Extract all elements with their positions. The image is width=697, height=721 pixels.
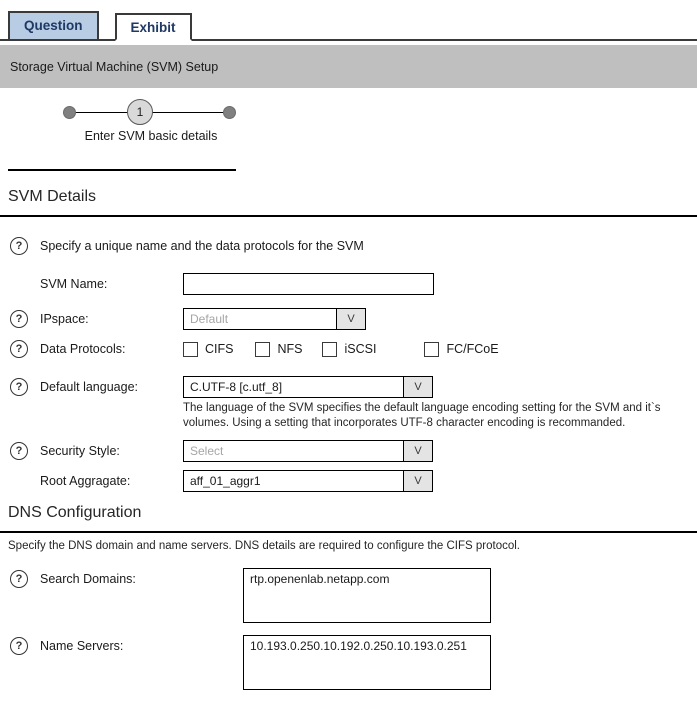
nfs-label: NFS	[277, 342, 303, 356]
search-domains-input[interactable]	[243, 568, 491, 623]
stepper-end-dot-icon	[223, 106, 236, 119]
help-icon[interactable]: ?	[10, 237, 28, 255]
cifs-label: CIFS	[205, 342, 234, 356]
dns-intro-text: Specify the DNS domain and name servers. DNS details are required to configure the CIFS protocol.	[8, 540, 520, 552]
fcfcoe-option	[424, 342, 498, 357]
language-help-text: The language of the SVM specifies the default language encoding setting for the SVM and it`s volumes. Using a setting that incorporates UTF-8 character encoding is recommanded.	[183, 402, 661, 429]
name-servers-label: Name Servers:	[40, 639, 124, 653]
fcfcoe-label: FC/FCoE	[446, 342, 499, 356]
tab-bar	[0, 0, 697, 41]
cifs-checkbox[interactable]	[183, 342, 198, 357]
stepper-start-dot-icon	[63, 106, 76, 119]
help-icon[interactable]: ?	[10, 442, 28, 460]
data-protocols-group	[183, 342, 499, 357]
nfs-option	[255, 342, 302, 357]
help-icon[interactable]: ?	[10, 378, 28, 396]
name-servers-row	[0, 635, 697, 690]
wizard-title-bar	[0, 45, 697, 88]
root-aggregate-value: aff_01_aggr1	[190, 474, 261, 488]
help-icon[interactable]: ?	[10, 637, 28, 655]
fcfcoe-checkbox[interactable]	[424, 342, 439, 357]
default-language-row	[0, 376, 697, 398]
cifs-option	[183, 342, 233, 357]
security-style-label: Security Style:	[40, 444, 120, 458]
svm-details-title: SVM Details	[8, 188, 97, 205]
security-style-dropdown[interactable]	[183, 440, 433, 462]
dns-configuration-divider	[0, 531, 697, 533]
ipspace-row	[0, 308, 697, 330]
nfs-checkbox[interactable]	[255, 342, 270, 357]
wizard-title: Storage Virtual Machine (SVM) Setup	[10, 59, 219, 74]
ipspace-label: IPspace:	[40, 312, 89, 326]
default-language-value: C.UTF-8 [c.utf_8]	[190, 380, 283, 394]
iscsi-label: iSCSI	[344, 342, 377, 356]
data-protocols-row	[0, 340, 697, 358]
svm-name-row	[0, 273, 697, 295]
chevron-down-icon[interactable]: V	[403, 471, 432, 491]
security-style-row	[0, 440, 697, 462]
iscsi-option	[322, 342, 376, 357]
name-servers-input[interactable]	[243, 635, 491, 690]
ipspace-dropdown[interactable]	[183, 308, 366, 330]
search-domains-label: Search Domains:	[40, 572, 136, 586]
stepper-caption: Enter SVM basic details	[84, 129, 218, 143]
root-aggregate-row	[0, 470, 697, 492]
wizard-stepper	[0, 93, 697, 141]
svm-name-label: SVM Name:	[40, 277, 108, 291]
search-domains-row	[0, 568, 697, 623]
ipspace-value: Default	[190, 312, 229, 326]
default-language-dropdown[interactable]	[183, 376, 433, 398]
root-aggregate-label: Root Aggragate:	[40, 474, 131, 488]
iscsi-checkbox[interactable]	[322, 342, 337, 357]
help-icon[interactable]: ?	[10, 570, 28, 588]
tab-question[interactable]: Question	[8, 11, 99, 39]
stepper-divider	[8, 169, 236, 171]
help-icon[interactable]: ?	[10, 340, 28, 358]
svm-intro-row	[0, 237, 697, 255]
root-aggregate-dropdown[interactable]	[183, 470, 433, 492]
svm-details-divider	[0, 215, 697, 217]
security-style-value: Select	[190, 444, 224, 458]
svm-intro-text: Specify a unique name and the data protocols for the SVM	[40, 239, 364, 253]
chevron-down-icon[interactable]: V	[403, 441, 432, 461]
chevron-down-icon[interactable]: V	[403, 377, 432, 397]
dns-configuration-title: DNS Configuration	[8, 504, 142, 521]
stepper-step-1[interactable]: 1	[127, 99, 153, 125]
chevron-down-icon[interactable]: V	[336, 309, 365, 329]
svm-name-input[interactable]	[183, 273, 434, 295]
help-icon[interactable]: ?	[10, 310, 28, 328]
data-protocols-label: Data Protocols:	[40, 342, 126, 356]
tab-exhibit[interactable]: Exhibit	[115, 13, 192, 41]
default-language-label: Default language:	[40, 380, 138, 394]
